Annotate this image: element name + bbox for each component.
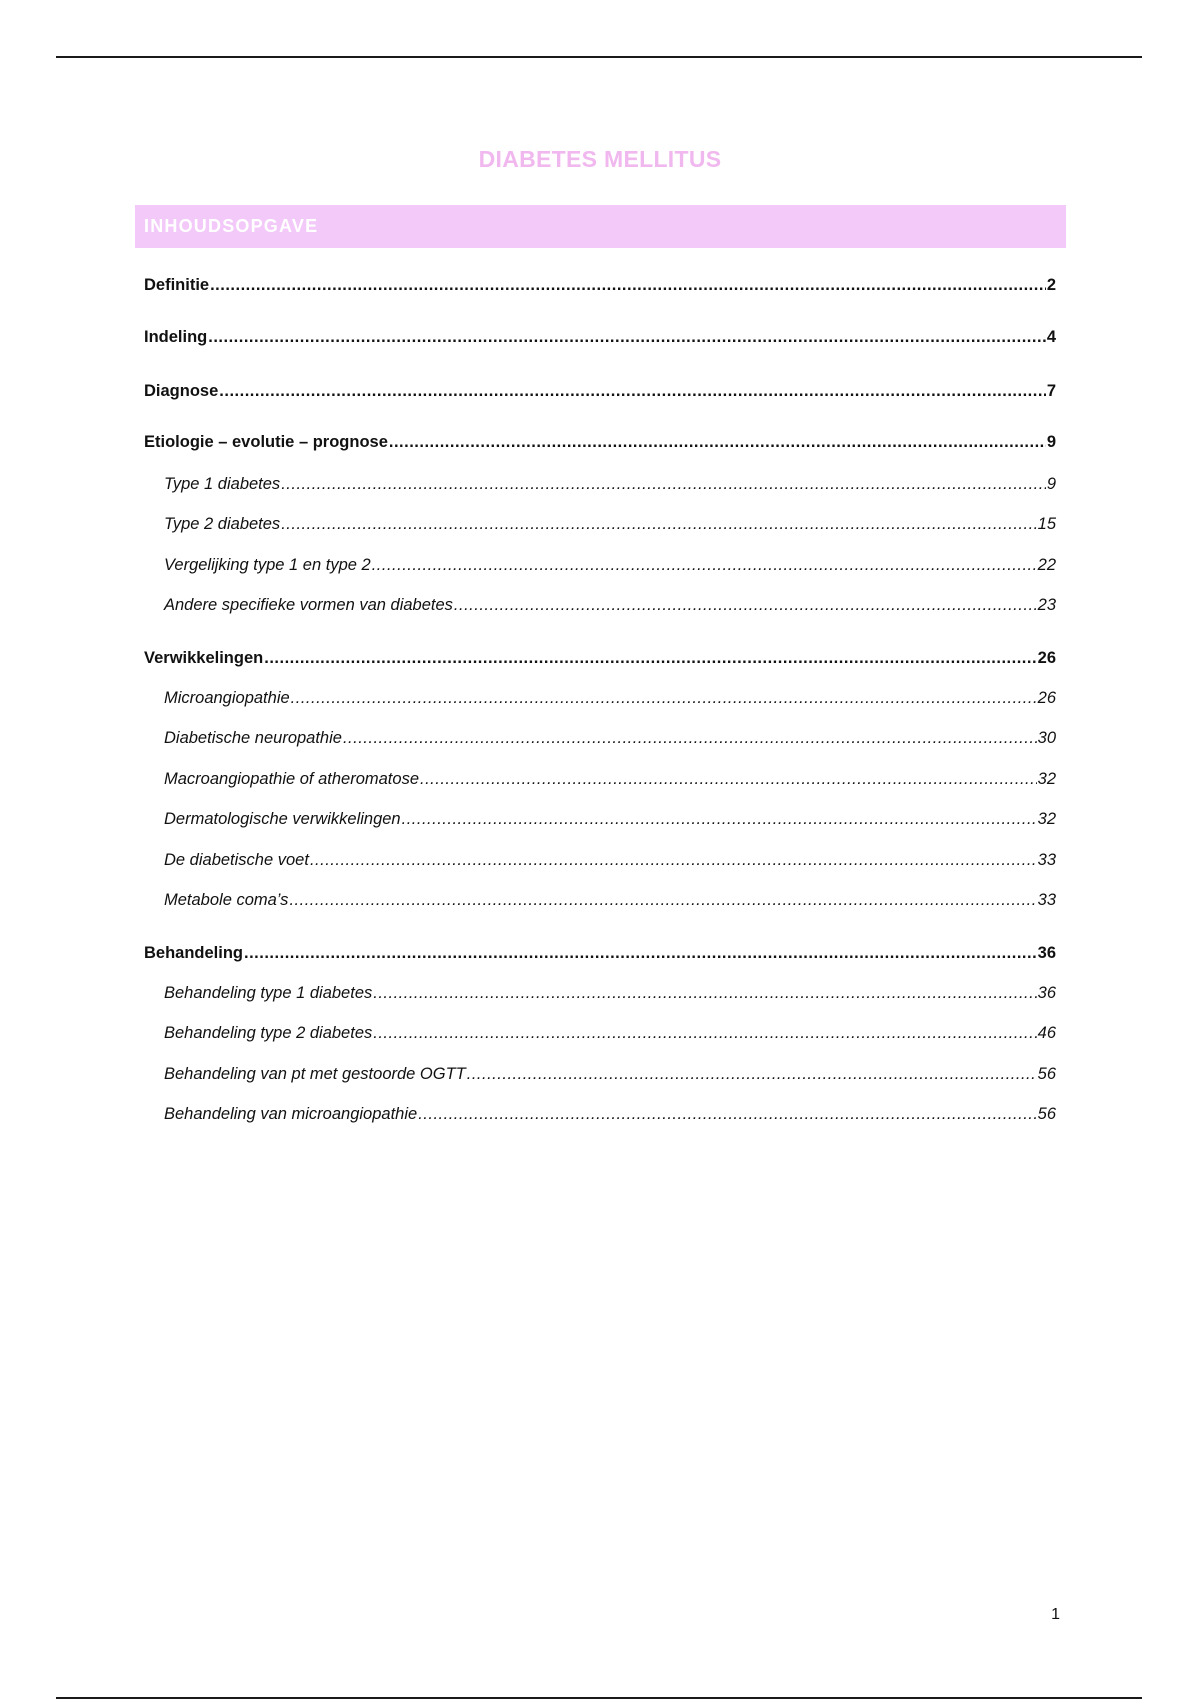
toc-entry-title: Diagnose [144,382,219,400]
toc-entry-vergelijking[interactable] [164,553,1056,577]
toc-entry-type-1-diabetes[interactable] [164,472,1056,496]
toc-leader [372,553,1037,577]
toc-entry-page: 26 [1037,649,1056,667]
toc-entry-neuropathie[interactable] [164,726,1056,750]
toc-entry-andere-vormen[interactable] [164,593,1056,617]
toc-entry-title: Behandeling van pt met gestoorde OGTT [164,1065,466,1083]
toc-entry-macroangiopathie[interactable] [164,767,1056,791]
toc-entry-page: 36 [1037,944,1056,962]
document-title: DIABETES MELLITUS [478,146,722,172]
toc-entry-etiologie[interactable] [144,430,1056,454]
toc-leader [373,981,1036,1005]
toc-entry-title: Etiologie – evolutie – prognose [144,433,388,451]
toc-entry-page: 32 [1037,770,1056,788]
toc-leader [373,1021,1036,1045]
toc-entry-microangiopathie[interactable] [164,686,1056,710]
toc-entry-behandeling-type-1[interactable] [164,981,1056,1005]
toc-entry-title: Verwikkelingen [144,649,264,667]
toc-leader [467,1062,1037,1086]
toc-entry-page: 4 [1046,328,1056,346]
toc-entry-page: 2 [1046,276,1056,294]
toc-entry-title: Behandeling van microangiopathie [164,1105,418,1123]
toc-entry-title: Behandeling type 2 diabetes [164,1024,373,1042]
toc-entry-page: 9 [1046,475,1056,493]
toc-entry-page: 7 [1046,382,1056,400]
toc-leader [310,848,1037,872]
toc-leader [418,1102,1036,1126]
toc-leader [208,325,1046,349]
toc-leader [264,646,1036,670]
toc-entry-behandeling-microangiopathie[interactable] [164,1102,1056,1126]
toc-leader [244,941,1037,965]
toc-entry-indeling[interactable] [144,325,1056,349]
toc-entry-page: 56 [1037,1105,1056,1123]
toc-entry-title: Type 2 diabetes [164,515,281,533]
toc-entry-page: 23 [1037,596,1056,614]
header-rule [56,56,1142,58]
toc-entry-definitie[interactable] [144,273,1056,297]
toc-entry-page: 15 [1037,515,1056,533]
toc-entry-behandeling[interactable] [144,941,1056,965]
toc-entry-page: 56 [1037,1065,1056,1083]
toc-entry-title: Metabole coma’s [164,891,289,909]
toc-entry-title: De diabetische voet [164,851,309,869]
toc-entry-title: Behandeling [144,944,244,962]
toc-entry-dermatologische[interactable] [164,807,1056,831]
toc-entry-page: 33 [1037,891,1056,909]
toc-leader [402,807,1037,831]
toc-leader [454,593,1037,617]
toc-entry-page: 33 [1037,851,1056,869]
toc-entry-title: Andere specifieke vormen van diabetes [164,596,453,614]
toc-entry-title: Vergelijking type 1 en type 2 [164,556,371,574]
toc-entry-page: 9 [1046,433,1056,451]
toc-leader [289,888,1036,912]
toc-heading-banner [135,205,1066,248]
toc-leader [219,379,1046,403]
toc-entry-page: 26 [1037,689,1056,707]
toc-leader [343,726,1037,750]
toc-entry-title: Definitie [144,276,210,294]
toc-entry-metabole-comas[interactable] [164,888,1056,912]
toc-entry-type-2-diabetes[interactable] [164,512,1056,536]
toc-leader [291,686,1037,710]
footer-rule [56,1697,1142,1699]
toc-entry-behandeling-ogtt[interactable] [164,1062,1056,1086]
toc-entry-diagnose[interactable] [144,379,1056,403]
toc-entry-page: 32 [1037,810,1056,828]
toc-entry-page: 36 [1037,984,1056,1002]
toc-leader [281,512,1036,536]
page-number: 1 [1051,1606,1060,1623]
toc-entry-page: 30 [1037,729,1056,747]
toc-heading: INHOUDSOPGAVE [144,216,319,236]
toc-entry-diabetische-voet[interactable] [164,848,1056,872]
toc-entry-behandeling-type-2[interactable] [164,1021,1056,1045]
toc-entry-page: 22 [1037,556,1056,574]
toc-entry-title: Microangiopathie [164,689,290,707]
toc-leader [420,767,1037,791]
toc-entry-title: Macroangiopathie of atheromatose [164,770,419,788]
toc-entry-page: 46 [1037,1024,1056,1042]
toc-leader [210,273,1046,297]
toc-entry-title: Diabetische neuropathie [164,729,342,747]
toc-entry-title: Type 1 diabetes [164,475,281,493]
toc-entry-title: Dermatologische verwikkelingen [164,810,401,828]
toc-entry-title: Indeling [144,328,208,346]
toc-leader [389,430,1046,454]
toc-entry-title: Behandeling type 1 diabetes [164,984,373,1002]
toc-entry-verwikkelingen[interactable] [144,646,1056,670]
toc-leader [281,472,1046,496]
